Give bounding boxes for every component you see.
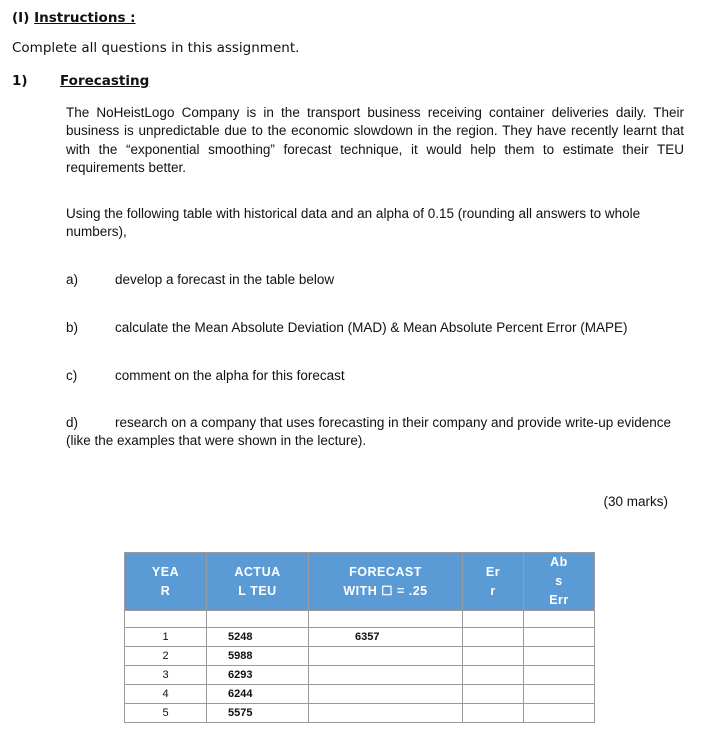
col-header-year: YEA R bbox=[125, 553, 207, 611]
task-text: research on a company that uses forecasting in their company and provide write-up evidence (like the examples that were shown in the lecture). bbox=[66, 415, 672, 449]
table-row bbox=[125, 647, 595, 666]
task-item-c bbox=[66, 368, 345, 383]
intro-text: Complete all questions in this assignment. bbox=[12, 40, 300, 56]
actual-cell: 6244 bbox=[207, 685, 309, 704]
year-cell: 1 bbox=[125, 628, 207, 647]
forecast-cell[interactable] bbox=[309, 666, 463, 685]
abs-error-cell[interactable] bbox=[524, 628, 595, 647]
table-row bbox=[125, 666, 595, 685]
task-text: comment on the alpha for this forecast bbox=[115, 368, 345, 383]
table-row bbox=[125, 628, 595, 647]
error-cell[interactable] bbox=[463, 647, 524, 666]
forecast-cell[interactable] bbox=[309, 647, 463, 666]
error-cell[interactable] bbox=[463, 628, 524, 647]
col-header-actual: ACTUA L TEU bbox=[207, 553, 309, 611]
abs-error-cell[interactable] bbox=[524, 685, 595, 704]
actual-cell: 5248 bbox=[207, 628, 309, 647]
table-row bbox=[125, 704, 595, 723]
table-spacer-row bbox=[125, 611, 595, 628]
instruction-paragraph: Using the following table with historical data and an alpha of 0.15 (rounding all answers to whole numbers), bbox=[66, 206, 641, 240]
task-text: develop a forecast in the table below bbox=[115, 272, 335, 287]
year-cell: 2 bbox=[125, 647, 207, 666]
abs-error-cell[interactable] bbox=[524, 666, 595, 685]
forecast-cell[interactable] bbox=[309, 685, 463, 704]
question-title: Forecasting bbox=[60, 73, 150, 89]
task-label: c) bbox=[66, 368, 78, 383]
year-cell: 3 bbox=[125, 666, 207, 685]
forecast-table bbox=[124, 552, 595, 723]
error-cell[interactable] bbox=[463, 666, 524, 685]
task-item-b bbox=[66, 320, 627, 335]
error-cell[interactable] bbox=[463, 685, 524, 704]
forecast-cell[interactable] bbox=[309, 704, 463, 723]
actual-cell: 6293 bbox=[207, 666, 309, 685]
section-number: (I) bbox=[12, 10, 30, 26]
marks-label: (30 marks) bbox=[603, 494, 668, 509]
actual-cell: 5988 bbox=[207, 647, 309, 666]
col-header-forecast: FORECAST WITH ☐ = .25 bbox=[309, 553, 463, 611]
task-label: b) bbox=[66, 320, 79, 335]
section-title: Instructions : bbox=[34, 10, 136, 26]
task-item-a bbox=[66, 272, 334, 287]
table-row bbox=[125, 685, 595, 704]
year-cell: 4 bbox=[125, 685, 207, 704]
task-label: d) bbox=[66, 415, 79, 430]
task-text: calculate the Mean Absolute Deviation (MAD) & Mean Absolute Percent Error (MAPE) bbox=[115, 320, 628, 335]
forecast-cell[interactable]: 6357 bbox=[309, 628, 463, 647]
year-cell: 5 bbox=[125, 704, 207, 723]
abs-error-cell[interactable] bbox=[524, 704, 595, 723]
actual-cell: 5575 bbox=[207, 704, 309, 723]
question-number: 1) bbox=[12, 73, 28, 89]
abs-error-cell[interactable] bbox=[524, 647, 595, 666]
error-cell[interactable] bbox=[463, 704, 524, 723]
section-heading bbox=[12, 10, 136, 26]
task-label: a) bbox=[66, 272, 79, 287]
table-header-row bbox=[125, 553, 595, 611]
scenario-paragraph: The NoHeistLogo Company is in the transport business receiving container deliveries daily. Their business is unpredictable due to the economic slowdown in the region. They have recently learnt that with the “exponential smoothing” forecast technique, it would help them to estimate their TEU requirements better. bbox=[66, 105, 684, 176]
task-item-d bbox=[66, 414, 676, 451]
col-header-error: Er r bbox=[463, 553, 524, 611]
col-header-abs-error: Ab s Err bbox=[524, 553, 595, 611]
